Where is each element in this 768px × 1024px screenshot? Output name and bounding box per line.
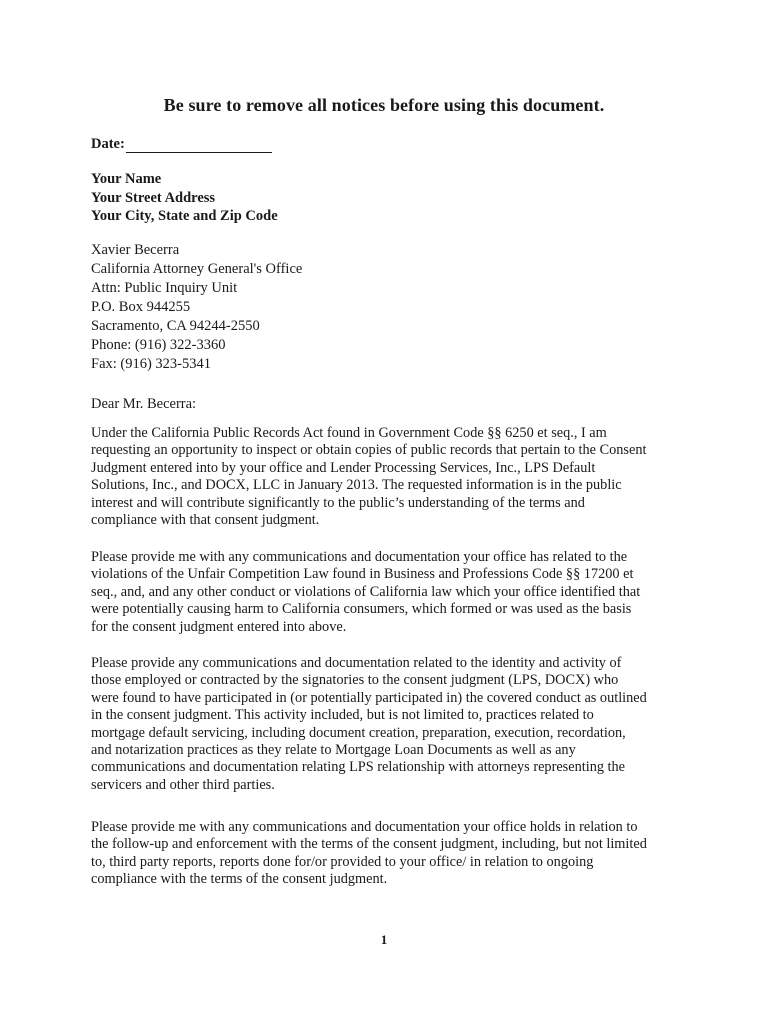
recipient-block — [91, 241, 302, 374]
paragraph-line: Under the California Public Records Act found in Government Code §§ 6250 et seq., I am — [91, 425, 607, 441]
date-field — [91, 136, 272, 153]
paragraph-line: Solutions, Inc., and DOCX, LLC in January 2013. The requested information is in the public — [91, 477, 622, 494]
paragraph-line: interest and will contribute significantly to the public’s understanding of the terms and — [91, 494, 585, 511]
paragraph-line: and notarization practices as they relate to Mortgage Loan Documents as well as any — [91, 742, 576, 759]
paragraph-line: seq., and, and any other conduct or violations of California law which your office identified that — [91, 583, 641, 600]
paragraph-line: the follow-up and enforcement with the terms of the consent judgment, including, but not limited — [91, 836, 647, 853]
paragraph-line: mortgage default servicing, including document creation, preparation, execution, recordation, — [91, 724, 626, 741]
page-number: 1 — [380, 932, 388, 947]
paragraph-line: requesting an opportunity to inspect or obtain copies of public records that pertain to the Consent — [91, 442, 647, 459]
date-blank-line — [126, 138, 272, 153]
paragraph-line: for the consent judgment entered into above. — [91, 618, 347, 635]
paragraph-line: Please provide me with any communications and documentation your office holds in relation to — [91, 819, 638, 835]
date-label: Date: — [91, 136, 125, 152]
paragraph-line: communications and documentation relating LPS relationship with attorneys representing the — [91, 759, 626, 776]
paragraph-1 — [91, 425, 691, 529]
paragraph-line: Please provide any communications and documentation related to the identity and activity of — [91, 655, 622, 671]
paragraph-line: were potentially causing harm to California consumers, which formed or was used as the basis — [91, 601, 632, 618]
salutation: Dear Mr. Becerra: — [91, 396, 197, 412]
sender-block — [91, 170, 278, 226]
paragraph-line: compliance with that consent judgment. — [91, 512, 320, 529]
notice-heading: Be sure to remove all notices before using this document. — [163, 95, 605, 115]
paragraph-line: violations of the Unfair Competition Law found in Business and Professions Code §§ 17200 et — [91, 566, 634, 583]
recipient-city: Sacramento, CA 94244-2550 — [91, 318, 260, 334]
recipient-po-box: P.O. Box 944255 — [91, 299, 191, 315]
sender-street: Your Street Address — [91, 189, 216, 206]
paragraph-line: Please provide me with any communications and documentation your office has related to the — [91, 549, 628, 565]
paragraph-line: servicers and other third parties. — [91, 776, 275, 793]
recipient-office: California Attorney General's Office — [91, 261, 303, 277]
paragraph-line: were found to have participated in (or potentially participated in) the covered conduct as outlined — [91, 689, 647, 706]
paragraph-line: compliance with the terms of the consent judgment. — [91, 871, 388, 888]
recipient-name: Xavier Becerra — [91, 242, 180, 258]
paragraph-line: in the consent judgment. This activity included, but is not limited to, practices related to — [91, 707, 594, 724]
sender-name: Your Name — [91, 171, 162, 187]
paragraph-4 — [91, 819, 691, 889]
sender-city: Your City, State and Zip Code — [91, 208, 278, 224]
paragraph-line: those employed or contracted by the signatories to the consent judgment (LPS, DOCX) who — [91, 672, 619, 689]
paragraph-line: to, third party reports, reports done for/or provided to your office/ in relation to ongoing — [91, 853, 594, 870]
paragraph-line: Judgment entered into by your office and Lender Processing Services, Inc., LPS Default — [91, 459, 596, 476]
paragraph-2 — [91, 549, 691, 636]
recipient-attn: Attn: Public Inquiry Unit — [91, 280, 238, 296]
recipient-fax: Fax: (916) 323-5341 — [91, 356, 212, 372]
recipient-phone: Phone: (916) 322-3360 — [91, 337, 226, 353]
paragraph-3 — [91, 655, 691, 794]
